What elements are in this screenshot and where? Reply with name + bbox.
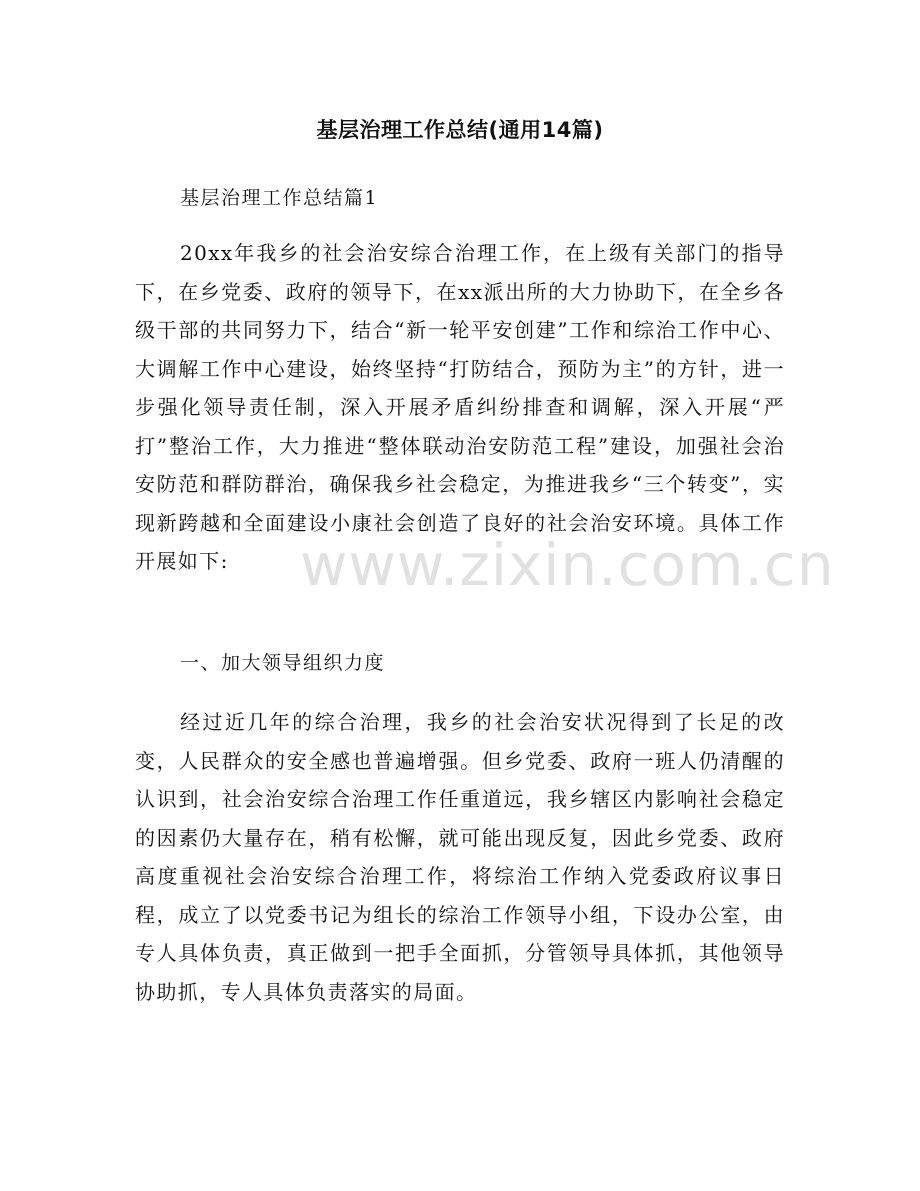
paragraph-leadership: 经过近几年的综合治理，我乡的社会治安状况得到了长足的改变，人民群众的安全感也普遍增强。但乡党委、政府一班人仍清醒的认识到，社会治安综合治理工作任重道远，我乡辖区内影响社会稳定的因素仍大量存在，稍有松懈，就可能出现反复，因此乡党委、政府高度重视社会治安综合治理工作，将综治工作纳入党委政府议事日程，成立了以党委书记为组长的综治工作领导小组，下设办公室，由专人具体负责，真正做到一把手全面抓，分管领导具体抓，其他领导协助抓，专人具体负责落实的局面。 [135,710,785,1004]
section-heading: 基层治理工作总结篇1 [180,187,379,209]
paragraph-intro: 20xx年我乡的社会治安综合治理工作，在上级有关部门的指导下，在乡党委、政府的领导下，在xx派出所的大力协助下，在全乡各级干部的共同努力下，结合“新一轮平安创建”工作和综治工作中心、大调解工作中心建设，始终坚持“打防结合，预防为主”的方针，进一步强化领导责任制，深入开展矛盾纠纷排查和调解，深入开展“严打”整治工作，大力推进“整体联动治安防范工程”建设，加强社会治安防范和群防群治，确保我乡社会稳定，为推进我乡“三个转变”，实现新跨越和全面建设小康社会创造了良好的社会治安环境。具体工作开展如下: [135,241,785,573]
watermark: www.zixin.com.cn [300,531,835,599]
subheading-leadership: 一、加大领导组织力度 [180,652,386,674]
document-title: 基层治理工作总结(通用14篇) [316,118,604,142]
